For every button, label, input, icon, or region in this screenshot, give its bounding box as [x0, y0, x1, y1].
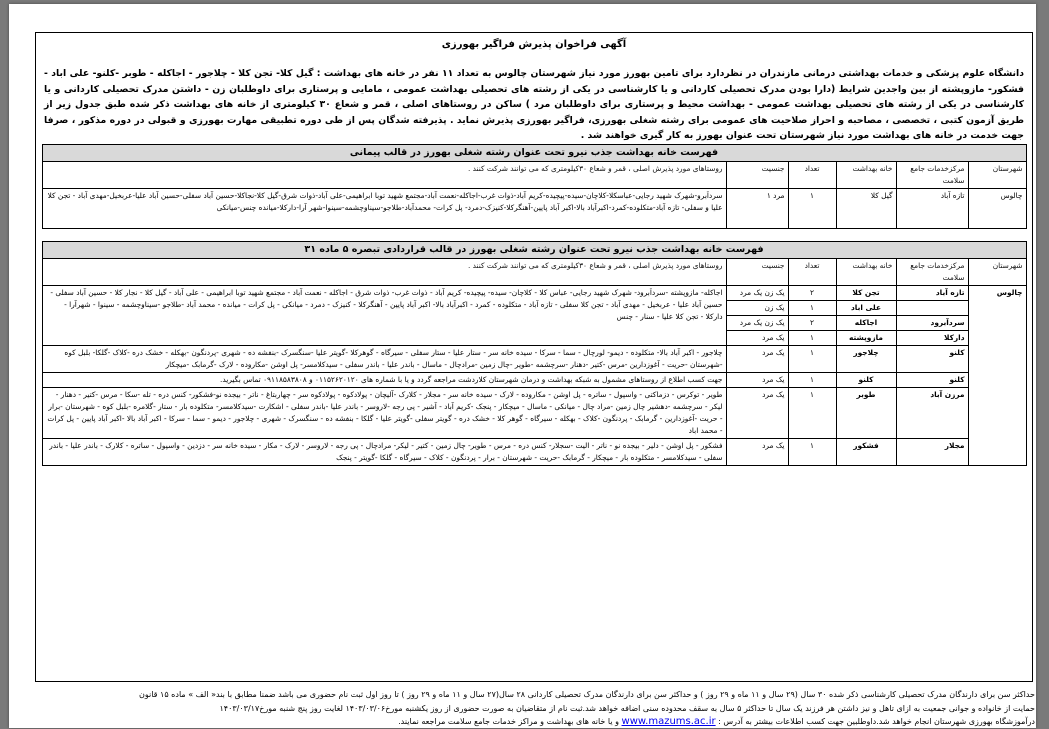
table-row: مرزن آباد طوبر ۱ یک مرد طویر - توکرس - دزماکتی - واسپول - ساتره - پل اوشن - مکاروده - لارک - سیده خانه سر - مجلار - کلارک -آلیچان - پولادکوه - پولادکوه سر - چهاربتاغ - ناتر - بیجده نو-فشکور- کنس دره - تله -سکا - مرس -کتیر - دهنار - لیکر - سرچشمه -دهشیر چال زمین -مراد چال - میانکی - ماسال - میچکار - پنجک -کریم آباد - آشیر - پی رجه -لاروسر - باندر علیا -باندر سفلی - اشکارت -سیدکلامسر- متکلوده بار - ستار -گلامره -بلبل کوه - شهرستان -برار - حریت -آغوزدارین - گرمابک - پردنگون -کلاک - بهکله - سیرگاه - گوهر کلا - خشک دره - گویتر سفلی -گویتر علیا - گلکا - بنفشه ده - سنگسرک - شهری - چلاجور - دیمو - سما - سرکا - اکبر آباد بالا -اکبر آباد پایین - پل کرات - محمد اباد	[42, 387, 1026, 438]
table-row: کلنو کلنو ۱ یک مرد جهت کسب اطلاع از روستاهای مشمول به شبکه بهداشت و درمان شهرستان کلاردشت مراجعه گردد و یا با شماره های ۰۱۱۵۲۶۲۰۱۲۰ و ۰۹۱۱۸۵۸۳۸۰۸ تماس بگیرید.	[42, 372, 1026, 387]
table-row: سردآبرود اجاکله ۲ یک زن یک مرد	[42, 315, 1026, 330]
table2-caption: فهرست خانه بهداشت جذب نیرو تحت عنوان رشته شغلی بهورز در قالب قراردادی تبصره ۵ ماده ۳۱	[42, 241, 1026, 258]
table-row: مجلار فشکور ۱ یک مرد فشکور - پل اوشن - دلیر - بیجده نو - ناتر - الیت -سجلار- کنس دره - مرس - طویر- چال زمین - کتیر - لیکر- مرادچال - پی رجه - لاروسر - لارک - مکار - سیده خانه سر - دزدین - واسپول - ساتره - کلارک - باندر علیا - باندر سفلی - سیدکلامسر - متکلوده بار - میچکار - گرمابک -حریت - شهرستان - برار - پردنگون - کلاک - سیرگاه - گلکا -گویتر - پنجک	[42, 438, 1026, 465]
col-gender: جنسیت	[726, 161, 788, 188]
contact-note: جهت کسب اطلاع از روستاهای مشمول به شبکه بهداشت و درمان شهرستان کلاردشت مراجعه گردد و یا با شماره های ۰۱۱۵۲۶۲۰۱۲۰ و ۰۹۱۱۸۵۸۳۸۰۸ تماس بگیرید.	[42, 372, 726, 387]
col-villages: روستاهای مورد پذیرش اصلی ، قمر و شعاع ۳۰کیلومتری که می توانند شرکت کنند .	[42, 161, 726, 188]
table2-header-row: شهرستان مرکزخدمات جامع سلامت خانه بهداشت تعداد جنسیت روستاهای مورد پذیرش اصلی ، قمر و شعاع ۳۰کیلومتری که می توانند شرکت کنند .	[42, 258, 1026, 285]
note-line-3: درآموزشگاه بهورزی شهرستان انجام خواهد شد.داوطلبین جهت کسب اطلاعات بیشتر به آدرس : www.mazums.ac.ir و یا خانه های بهداشت و مراکز خدمات جامع سلامت مراجعه نمایند.	[398, 716, 1035, 727]
col-center: مرکزخدمات جامع سلامت	[896, 161, 968, 188]
table-row: کلنو چلاجور ۱ یک مرد چلاجور - اکبر آباد بالا- متکلوده - دیمو- لورچال - سما - سرکا - سیده خانه سر - ستار علیا - ستار سفلی - سیرگاه - گوهرکلا -گویتر علیا -سنگسرک -بنفشه ده - شهری -پردنگون -بهکله - خشک دره -کلاک -گلکا- بلبل کوه -شهرستان -حریت - آغوزدارین -مرس -کتیر -دهنار -سرچشمه -طویر -چال زمین -مرادچال - ماسال - باندر علیا - باندر سفلی - سیدکلامسر- پل اوشن -مکاروده - لارک -گرمابک -میچکار	[42, 345, 1026, 372]
table-row: دارکلا مازوپشته ۱ یک مرد	[42, 330, 1026, 345]
table-row: علی اباد ۱ یک زن	[42, 300, 1026, 315]
table-contract-positions	[42, 144, 1027, 229]
note-line-1: حداکثر سن برای دارندگان مدرک تحصیلی کارشناسی ذکر شده ۳۰ سال (۲۹ سال و ۱۱ ماه و ۲۹ روز ) و حداکثر سن برای دارندگان مدرک تحصیلی کاردانی ۲۸ سال(۲۷ سال و ۱۱ ماه و ۲۹ روز ) تا روز اول ثبت نام حضوری می باشد ضمنا مطابق با بند« الف » ماده ۱۵ قانون	[139, 690, 1035, 699]
table-contract-note5-positions	[42, 241, 1027, 466]
col-count: تعداد	[788, 161, 836, 188]
table-row: چالوس تازه آباد گیل کلا ۱ مرد ۱ سرداَبرو-شهرک شهید رجایی-عباسکلا-کلاچان-سیده-پیچیده-کریم آباد-ذوات غرب-اجاکله-نعمت آباد-مجتمع شهید توبا ابراهیمی-علی آباد-ذوات شرق-گیل کلا-نجاکلا-حسین آباد سفلی-حسین آباد علیا-عربخیل-مهدی آباد - تجن کلا علیا و سفلی- تازه آباد-متکلوده-کمرد-اکبرآباد بالا-اکبر آباد پایین-آهنگرکلا-کنیزک-دمرد- پل کرات- محمدآباد-طلاجو-سیناوچشمه-سینوا-شهر آرا-دارکلا-میانده چنس-میانکی	[42, 188, 1026, 228]
announcement-intro: دانشگاه علوم پزشکی و خدمات بهداشتی درمانی مازندران در نظردارد برای تامین بهورز مورد نیاز شهرستان چالوس به تعداد ۱۱ نفر در خانه های بهداشت : گیل کلا- تجن کلا - چلاجور - اجاکله - طوبر -کلنو- علی اباد - فشکور- مازوپشته از بین واجدین شرایط (دارا بودن مدرک تحصیلی کاردانی و یا کارشناسی در یکی از رشته های تحصیلی بهداشت عمومی ، مامایی و پرستاری برای داوطلبان زن - داشتن مدرک تحصیلی کاردانی و یا کارشناسی در یکی از رشته های تحصیلی بهداشت عمومی - بهداشت محیط و پرستاری برای داوطلبان مرد ) ساکن در روستاهای اصلی ، قمر و شعاع ۳۰ کیلومتری از خانه های بهداشت ذکر شده طبق جدول زیر از طریق آزمون کتبی ، تخصصی ، مصاحبه و احراز صلاحیت های عمومی برای رشته شغلی بهورزی، فراگیر بهورزی پذیرش نماید . پذیرفته شدگان پس از طی دوره تطبیقی مهارت بهورزی و قبولی در دوره مذکور ، صرفا جهت خدمت در خانه های بهداشت مورد نیاز شهرستان تحت عنوان بهورز به کار گیری خواهند شد .	[44, 68, 1024, 142]
document-page	[9, 4, 1036, 728]
website-link[interactable]: www.mazums.ac.ir	[621, 716, 716, 727]
announcement-frame	[35, 32, 1033, 682]
col-house: خانه بهداشت	[836, 161, 896, 188]
table-row: چالوس تازه آباد تجن کلا ۲ یک زن یک مرد اجاکله- مازوپشته -سرداَبرود- شهرک شهید رجایی- عباس کلا - کلاچان- سیده- پیچیده- کریم آباد - ذوات غرب- ذوات شرق - اجاکله - نعمت آباد - مجتمع شهید توبا ابراهیمی - علی آباد - گیل کلا - نجار کلا - حسین آباد سفلی - حسین آباد علیا - عربخیل - مهدی آباد - تجن کلا سفلی - تازه آباد - متکلوده - کمرد - اکبرآباد بالا- اکبر آباد پایین - آهنگرکلا - کنیزک - دمرد - میانکی - پل کرات - میانده - محمد آباد -طلاجو -سیناوچشمه - سینوا - شهرآرا - دارکلا - تجن کلا علیا - سنار - چنس	[42, 285, 1026, 300]
table1-header-row	[42, 161, 1026, 188]
footer-notes	[35, 688, 1035, 729]
announcement-title: آگهی فراخوان پذیرش فراگیر بهورزی	[441, 39, 627, 50]
col-county: شهرستان	[968, 161, 1026, 188]
table1-caption: فهرست خانه بهداشت جذب نیرو تحت عنوان رشته شغلی بهورز در قالب پیمانی	[42, 144, 1026, 161]
note-line-2: حمایت از خانواده و جوانی جمعیت به ازای تاهل و نیز داشتن هر فرزند یک سال تا حداکثر ۵ سال به سقف محدوده سنی اضافه خواهد شد.ثبت نام از متقاضیان به صورت حضوری از روز یکشنبه مورخ۱۴۰۳/۰۳/۰۶ لغایت روز پنج شنبه مورخ۱۴۰۳/۰۳/۱۷	[219, 703, 1035, 713]
